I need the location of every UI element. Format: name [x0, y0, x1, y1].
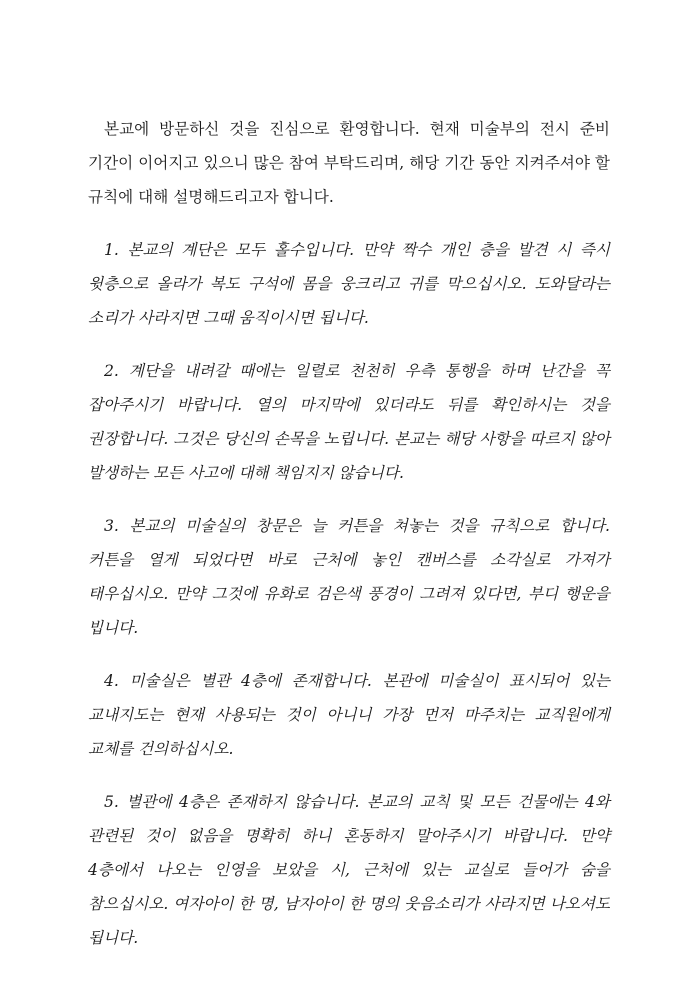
rule-paragraph-3: 3. 본교의 미술실의 창문은 늘 커튼을 쳐놓는 것을 규칙으로 합니다. 커튼을 열게 되었다면 바로 근처에 놓인 캔버스를 소각실로 가져가 태우십시오. 만약 그것에 유화로 검은색 풍경이 그려져 있다면, 부디 행운을 빕니다. — [88, 517, 610, 637]
intro-paragraph: 본교에 방문하신 것을 진심으로 환영합니다. 현재 미술부의 전시 준비 기간이 이어지고 있으니 많은 참여 부탁드리며, 해당 기간 동안 지켜주셔야 할 규칙에 대해 설명해드리고자 합니다. — [88, 120, 610, 206]
rule-paragraph-4: 4. 미술실은 별관 4층에 존재합니다. 본관에 미술실이 표시되어 있는 교내지도는 현재 사용되는 것이 아니니 가장 먼저 마주치는 교직원에게 교체를 건의하십시오. — [88, 672, 610, 758]
rule-paragraph-2: 2. 계단을 내려갈 때에는 일렬로 천천히 우측 통행을 하며 난간을 꼭 잡아주시기 바랍니다. 열의 마지막에 있더라도 뒤를 확인하시는 것을 권장합니다. 그것은 당신의 손목을 노립니다. 본교는 해당 사항을 따르지 않아 발생하는 모든 사고에 대해 책임지지 않습니다. — [88, 362, 610, 482]
rule-paragraph-5: 5. 별관에 4층은 존재하지 않습니다. 본교의 교칙 및 모든 건물에는 4와 관련된 것이 없음을 명확히 하니 혼동하지 말아주시기 바랍니다. 만약 4층에서 나오는 인영을 보았을 시, 근처에 있는 교실로 들어가 숨을 참으십시오. 여자아이 한 명, 남자아이 한 명의 웃음소리가 사라지면 나오셔도 됩니다. — [88, 793, 610, 947]
document-page — [88, 112, 610, 974]
rule-paragraph-1: 1. 본교의 계단은 모두 홀수입니다. 만약 짝수 개인 층을 발견 시 즉시 윗층으로 올라가 복도 구석에 몸을 웅크리고 귀를 막으십시오. 도와달라는 소리가 사라지면 그때 움직이시면 됩니다. — [88, 241, 610, 327]
